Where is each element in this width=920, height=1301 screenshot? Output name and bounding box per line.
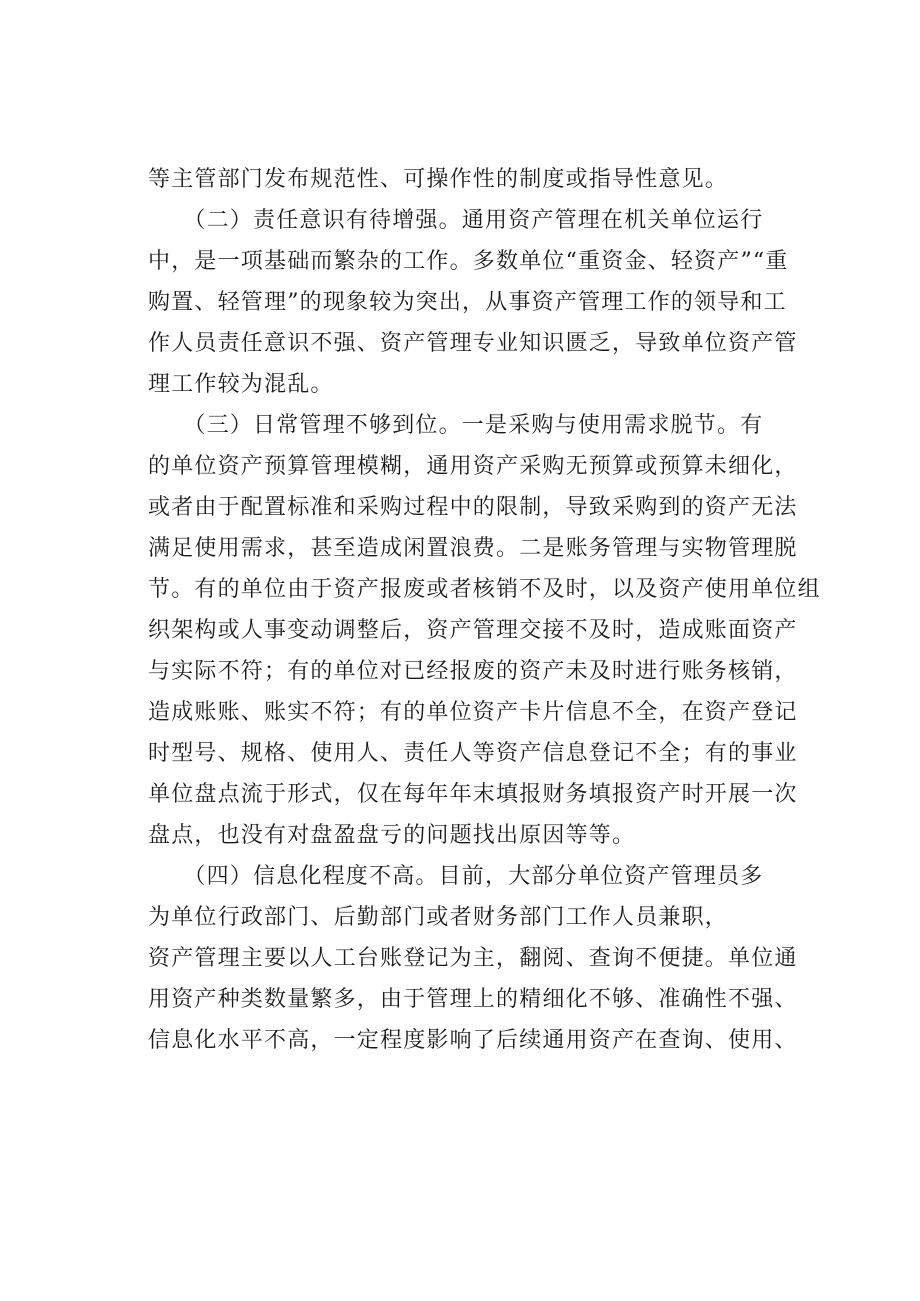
text-line: （四）信息化程度不高。目前，大部分单位资产管理员多 bbox=[148, 864, 764, 889]
text-line: 节。有的单位由于资产报废或者核销不及时，以及资产使用单位组 bbox=[148, 577, 821, 602]
text-line: 盘点，也没有对盘盈盘亏的问题找出原因等等。 bbox=[148, 823, 636, 848]
text-line: （二）责任意识有待增强。通用资产管理在机关单位运行 bbox=[148, 208, 764, 233]
text-line: 单位盘点流于形式，仅在每年年末填报财务填报资产时开展一次 bbox=[148, 782, 798, 807]
text-line: 或者由于配置标准和采购过程中的限制，导致采购到的资产无法 bbox=[148, 495, 798, 520]
text-line: 的单位资产预算管理模糊，通用资产采购无预算或预算未细化， bbox=[148, 454, 798, 479]
text-line: 用资产种类数量繁多，由于管理上的精细化不够、准确性不强、 bbox=[148, 987, 798, 1012]
body-text bbox=[148, 159, 821, 1061]
text-line: 信息化水平不高，一定程度影响了后续通用资产在查询、使用、 bbox=[148, 1028, 798, 1053]
text-line: （三）日常管理不够到位。一是采购与使用需求脱节。有 bbox=[148, 413, 764, 438]
text-line: 购置、轻管理”的现象较为突出，从事资产管理工作的领导和工 bbox=[148, 290, 787, 315]
text-line: 满足使用需求，甚至造成闲置浪费。二是账务管理与实物管理脱 bbox=[148, 536, 798, 561]
text-line: 造成账账、账实不符；有的单位资产卡片信息不全，在资产登记 bbox=[148, 700, 798, 725]
text-line: 作人员责任意识不强、资产管理专业知识匮乏，导致单位资产管 bbox=[148, 331, 798, 356]
text-line: 等主管部门发布规范性、可操作性的制度或指导性意见。 bbox=[148, 167, 729, 192]
text-line: 理工作较为混乱。 bbox=[148, 372, 334, 397]
text-line: 为单位行政部门、后勤部门或者财务部门工作人员兼职， bbox=[148, 905, 729, 930]
text-line: 织架构或人事变动调整后，资产管理交接不及时，造成账面资产 bbox=[148, 618, 798, 643]
text-line: 与实际不符；有的单位对已经报废的资产未及时进行账务核销， bbox=[148, 659, 798, 684]
text-line: 资产管理主要以人工台账登记为主，翻阅、查询不便捷。单位通 bbox=[148, 946, 798, 971]
text-line: 时型号、规格、使用人、责任人等资产信息登记不全；有的事业 bbox=[148, 741, 798, 766]
text-line: 中，是一项基础而繁杂的工作。多数单位“重资金、轻资产”“重 bbox=[148, 249, 789, 274]
